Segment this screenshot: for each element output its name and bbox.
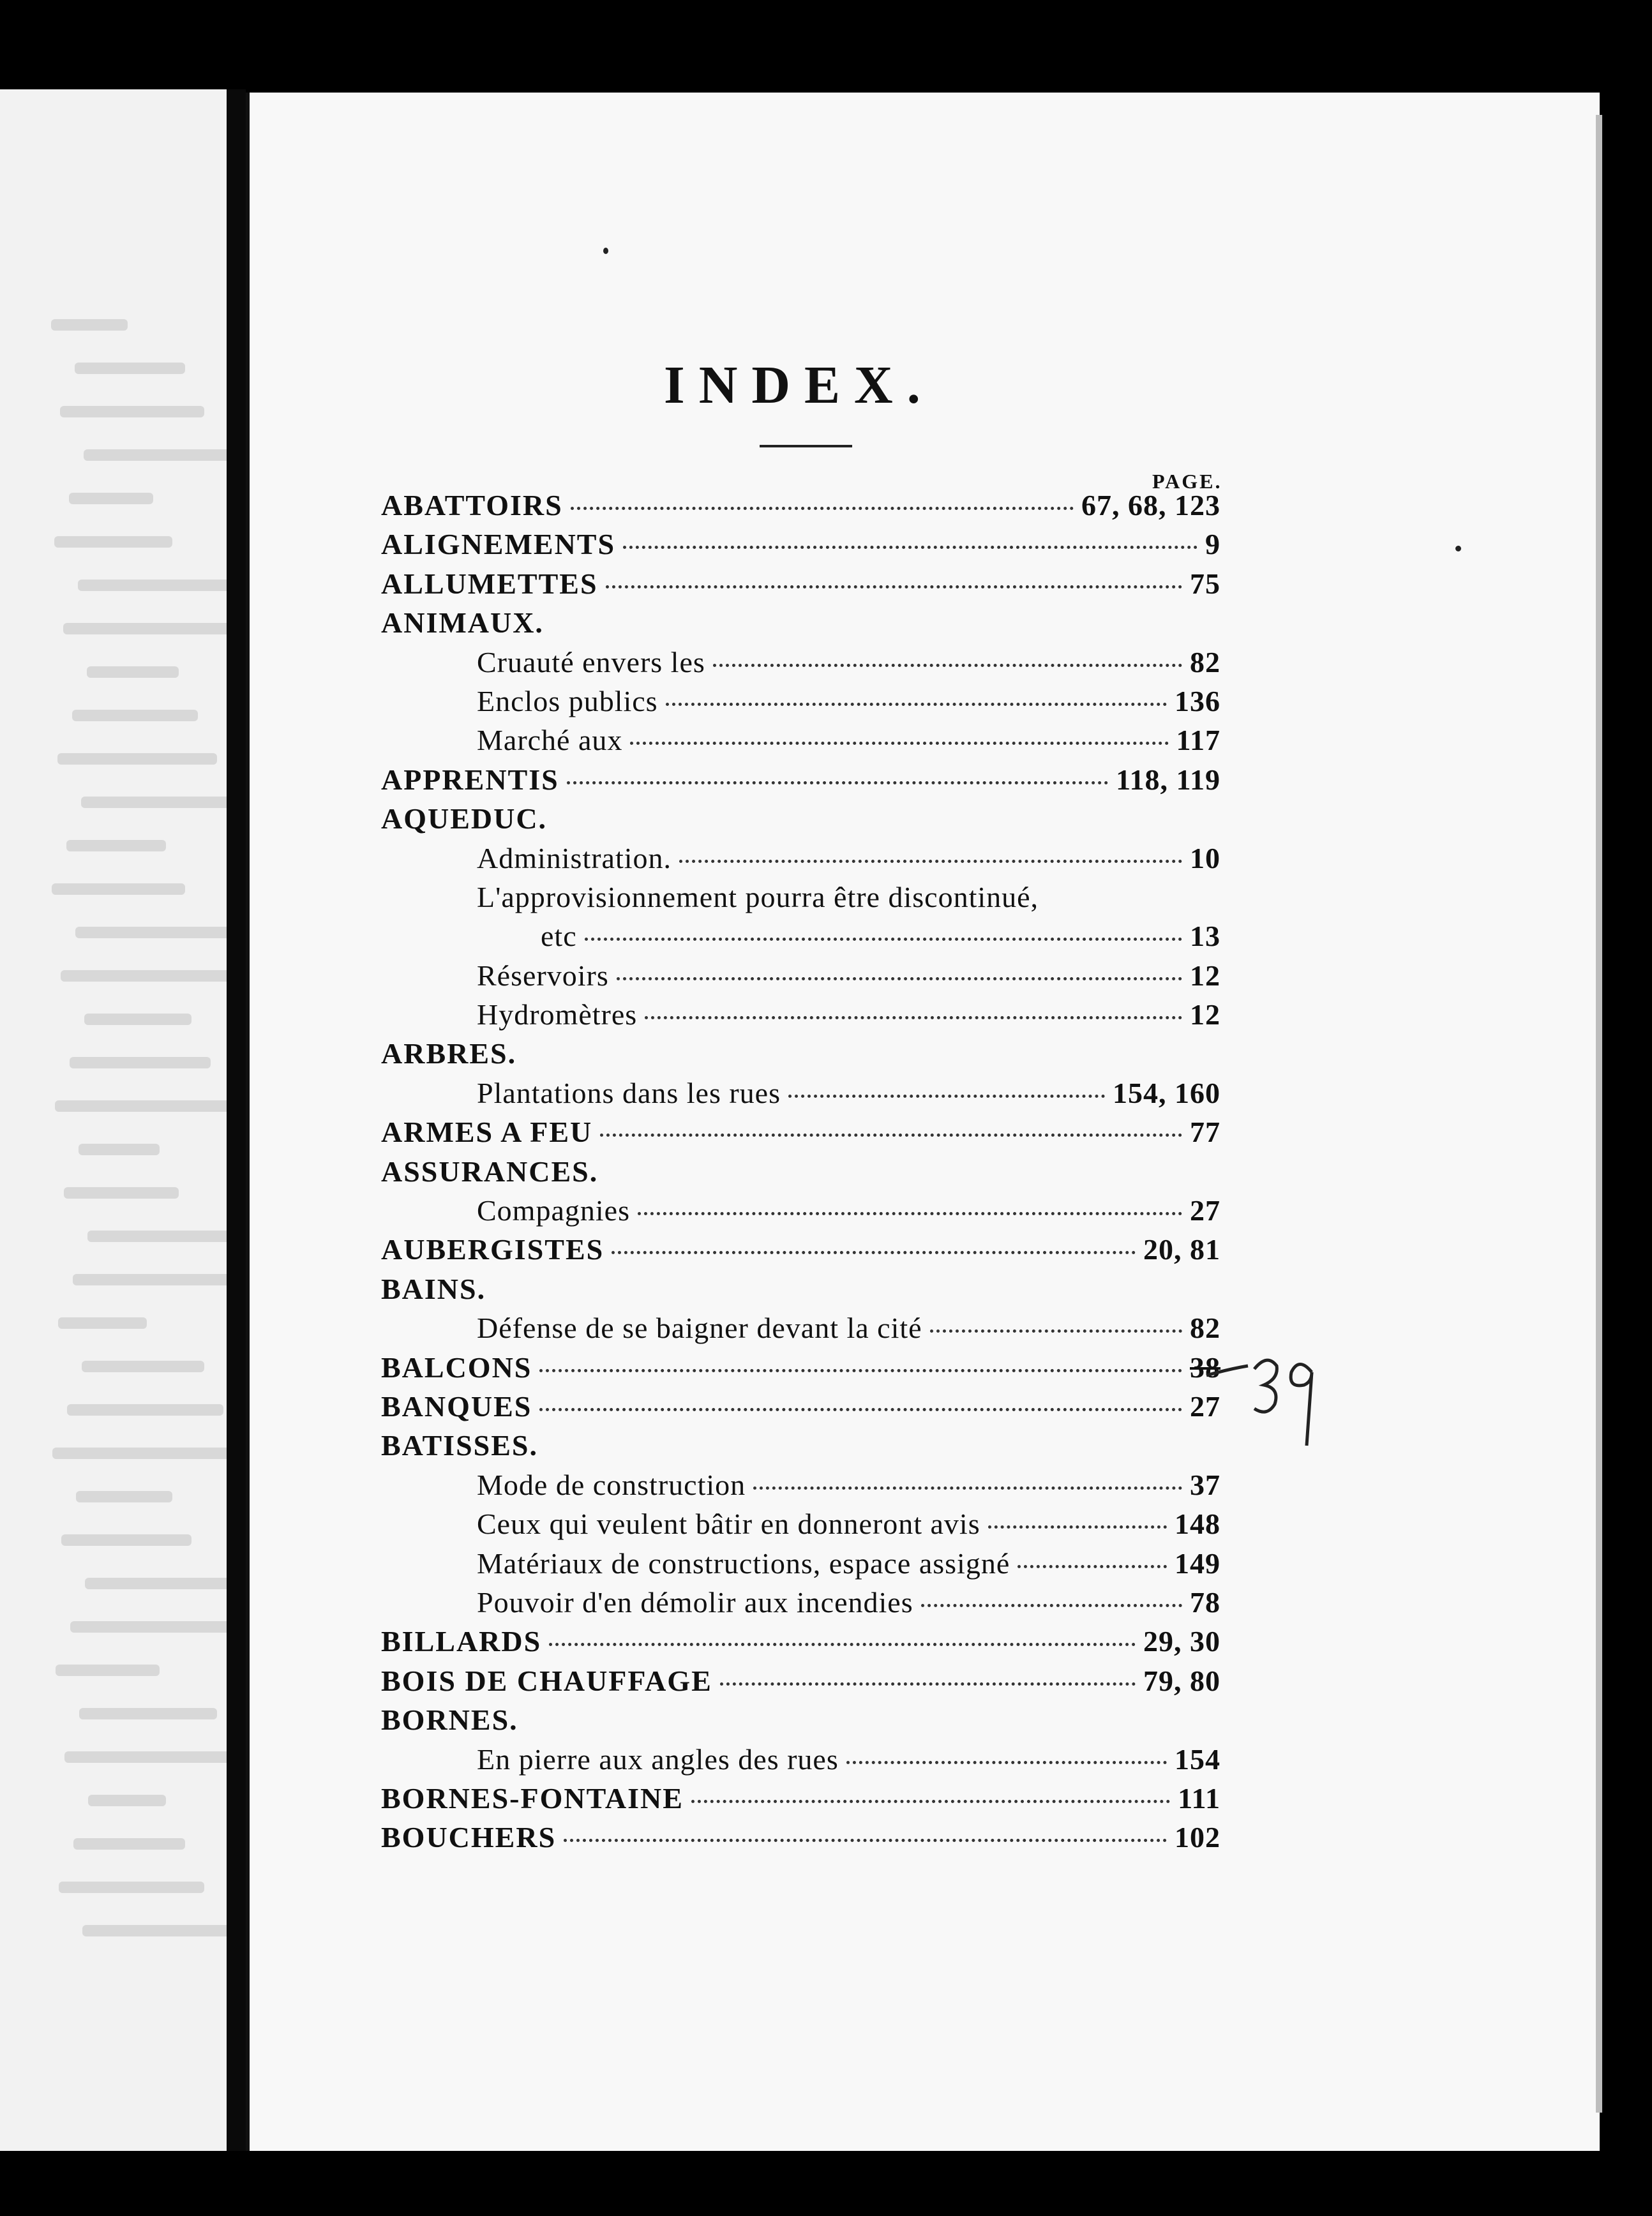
entry-label: BATISSES. bbox=[381, 1429, 539, 1462]
bleed-through-line bbox=[81, 797, 227, 808]
index-entry bbox=[381, 880, 1220, 919]
index-entry bbox=[381, 1351, 1220, 1389]
index-entry bbox=[381, 1389, 1220, 1428]
bleed-through-line bbox=[61, 1534, 191, 1546]
dot-leader bbox=[846, 1761, 1167, 1764]
index-entry bbox=[381, 841, 1220, 880]
entry-label: Administration. bbox=[477, 841, 672, 874]
bleed-through-line bbox=[52, 883, 185, 895]
entry-label: BORNES-FONTAINE bbox=[381, 1781, 684, 1815]
entry-label: ALLUMETTES bbox=[381, 567, 598, 600]
bleed-through-line bbox=[79, 1708, 217, 1719]
index-entry bbox=[381, 1194, 1220, 1232]
title-rule bbox=[760, 445, 852, 447]
entry-pages: 79, 80 bbox=[1143, 1664, 1220, 1697]
index-entry bbox=[381, 1155, 1220, 1194]
index-entry bbox=[381, 1037, 1220, 1075]
entry-label: Matériaux de constructions, espace assigné bbox=[477, 1546, 1010, 1580]
index-entry bbox=[381, 1115, 1220, 1154]
index-entry bbox=[381, 1585, 1220, 1624]
entry-label: Plantations dans les rues bbox=[477, 1076, 781, 1109]
entry-label: AQUEDUC. bbox=[381, 802, 548, 835]
dot-leader bbox=[645, 1016, 1182, 1019]
entry-pages: 136 bbox=[1175, 684, 1220, 717]
index-entry bbox=[381, 1546, 1220, 1585]
index-entry bbox=[381, 684, 1220, 723]
entry-pages: 148 bbox=[1175, 1508, 1220, 1541]
index-entry bbox=[381, 802, 1220, 841]
bleed-through-line bbox=[63, 623, 227, 634]
index-entry bbox=[381, 1781, 1220, 1820]
bleed-through-line bbox=[73, 1274, 227, 1285]
index-entry bbox=[381, 1664, 1220, 1703]
entry-pages-struck: 38 bbox=[1190, 1351, 1220, 1384]
entry-pages: 154 bbox=[1175, 1742, 1220, 1776]
dot-leader bbox=[788, 1095, 1105, 1098]
dot-leader bbox=[713, 664, 1182, 667]
entry-label: BOUCHERS bbox=[381, 1821, 557, 1854]
bleed-through-line bbox=[79, 1144, 160, 1155]
bleed-through-line bbox=[82, 1925, 227, 1936]
entry-pages: 154, 160 bbox=[1113, 1076, 1220, 1109]
index-entry bbox=[381, 645, 1220, 684]
entry-pages: 20, 81 bbox=[1143, 1233, 1220, 1266]
index-entry bbox=[381, 1468, 1220, 1507]
bleed-through-line bbox=[59, 1882, 204, 1893]
dot-leader bbox=[617, 977, 1182, 980]
dot-leader bbox=[753, 1486, 1182, 1490]
index-entry bbox=[381, 1232, 1220, 1271]
ink-speck bbox=[1455, 546, 1461, 551]
index-entry bbox=[381, 1507, 1220, 1546]
dot-leader bbox=[567, 781, 1108, 784]
entry-label: Hydromètres bbox=[477, 998, 638, 1031]
index-entry bbox=[381, 1076, 1220, 1115]
entry-label: ABATTOIRS bbox=[381, 489, 563, 521]
entry-label: AUBERGISTES bbox=[381, 1233, 604, 1266]
dot-leader bbox=[606, 585, 1182, 588]
index-entries bbox=[381, 488, 1220, 1860]
entry-label: BALCONS bbox=[381, 1351, 532, 1384]
entry-label: Mode de construction bbox=[477, 1468, 746, 1501]
bleed-through-line bbox=[76, 1491, 172, 1502]
index-entry bbox=[381, 527, 1220, 566]
dot-leader bbox=[539, 1369, 1182, 1372]
ink-speck bbox=[603, 248, 608, 254]
bleed-through-line bbox=[87, 666, 179, 678]
page-title: INDEX. bbox=[664, 356, 935, 415]
index-entry bbox=[381, 1703, 1220, 1742]
entry-label: ANIMAUX. bbox=[381, 606, 544, 640]
entry-label: BOIS DE CHAUFFAGE bbox=[381, 1664, 712, 1697]
index-entry bbox=[381, 1742, 1220, 1781]
index-entry bbox=[381, 1624, 1220, 1663]
index-entry bbox=[381, 1272, 1220, 1311]
entry-label: En pierre aux angles des rues bbox=[477, 1742, 839, 1776]
book-gutter bbox=[227, 89, 246, 2151]
index-entry bbox=[381, 567, 1220, 606]
bleed-through-line bbox=[54, 536, 172, 548]
bleed-through-line bbox=[82, 1361, 204, 1372]
bleed-through-line bbox=[51, 319, 128, 331]
entry-label: L'approvisionnement pourra être discontinué, bbox=[477, 880, 1039, 913]
bleed-through-line bbox=[75, 927, 227, 938]
dot-leader bbox=[549, 1643, 1136, 1646]
entry-pages: 82 bbox=[1190, 1312, 1220, 1345]
entry-label: Défense de se baigner devant la cité bbox=[477, 1312, 922, 1345]
entry-pages: 77 bbox=[1190, 1116, 1220, 1149]
entry-pages: 37 bbox=[1190, 1468, 1220, 1501]
bleed-through-line bbox=[84, 449, 227, 461]
entry-pages: 27 bbox=[1190, 1194, 1220, 1227]
dot-leader bbox=[679, 860, 1182, 863]
dot-leader bbox=[930, 1329, 1182, 1333]
entry-pages: 82 bbox=[1190, 645, 1220, 678]
bleed-through-line bbox=[87, 1231, 227, 1242]
index-entry bbox=[381, 763, 1220, 802]
entry-label: ASSURANCES. bbox=[381, 1155, 599, 1188]
bleed-through-line bbox=[84, 1014, 191, 1025]
dot-leader bbox=[1017, 1565, 1167, 1568]
bleed-through-line bbox=[52, 1448, 227, 1459]
index-entry bbox=[381, 1820, 1220, 1859]
entry-label: BORNES. bbox=[381, 1703, 518, 1737]
entry-pages: 29, 30 bbox=[1143, 1625, 1220, 1658]
entry-label: Ceux qui veulent bâtir en donneront avis bbox=[477, 1508, 980, 1541]
entry-pages: 12 bbox=[1190, 959, 1220, 992]
entry-pages: 117 bbox=[1176, 724, 1220, 757]
entry-label: Pouvoir d'en démolir aux incendies bbox=[477, 1585, 913, 1619]
entry-label: Enclos publics bbox=[477, 684, 658, 717]
handwritten-annotation bbox=[1203, 1350, 1315, 1452]
index-entry bbox=[381, 723, 1220, 762]
entry-pages: 12 bbox=[1190, 998, 1220, 1031]
entry-label: APPRENTIS bbox=[381, 763, 559, 796]
entry-pages: 102 bbox=[1175, 1821, 1220, 1854]
bleed-through-line bbox=[58, 1317, 147, 1329]
entry-label: etc bbox=[541, 920, 577, 953]
dot-leader bbox=[691, 1800, 1170, 1803]
bleed-through-line bbox=[56, 1665, 160, 1676]
entry-pages: 75 bbox=[1190, 567, 1220, 600]
dot-leader bbox=[585, 938, 1182, 941]
index-entry bbox=[381, 606, 1220, 645]
dot-leader bbox=[571, 507, 1074, 510]
entry-label: Réservoirs bbox=[477, 959, 609, 992]
entry-label: ARBRES. bbox=[381, 1037, 517, 1070]
bleed-through-line bbox=[75, 363, 185, 374]
entry-label: Cruauté envers les bbox=[477, 645, 705, 678]
dot-leader bbox=[921, 1604, 1182, 1607]
bleed-through-line bbox=[64, 1751, 227, 1763]
index-entry bbox=[381, 998, 1220, 1037]
index-entry bbox=[381, 1428, 1220, 1467]
dot-leader bbox=[539, 1408, 1182, 1411]
entry-pages: 9 bbox=[1205, 528, 1220, 561]
entry-pages: 149 bbox=[1175, 1546, 1220, 1580]
entry-label: ARMES A FEU bbox=[381, 1116, 593, 1149]
bleed-through-line bbox=[60, 406, 204, 417]
dot-leader bbox=[666, 703, 1167, 706]
bleed-through-line bbox=[69, 493, 153, 504]
entry-label: BILLARDS bbox=[381, 1625, 542, 1658]
dot-leader bbox=[720, 1682, 1136, 1686]
entry-pages: 10 bbox=[1190, 841, 1220, 874]
entry-pages: 118, 119 bbox=[1116, 763, 1220, 796]
entry-pages: 67, 68, 123 bbox=[1081, 489, 1220, 521]
bleed-through-line bbox=[61, 970, 227, 982]
entry-pages: 78 bbox=[1190, 1585, 1220, 1619]
index-entry bbox=[381, 919, 1220, 958]
entry-label: Marché aux bbox=[477, 724, 623, 757]
entry-label: BAINS. bbox=[381, 1272, 486, 1305]
bleed-through-line bbox=[57, 753, 217, 765]
dot-leader bbox=[623, 546, 1198, 549]
bleed-through-line bbox=[85, 1578, 227, 1589]
dot-leader bbox=[988, 1525, 1167, 1529]
previous-page bbox=[0, 89, 227, 2151]
entry-label: ALIGNEMENTS bbox=[381, 528, 616, 561]
entry-pages: 13 bbox=[1190, 920, 1220, 953]
bleed-through-line bbox=[70, 1621, 227, 1633]
bleed-through-line bbox=[73, 1838, 185, 1850]
dot-leader bbox=[630, 742, 1168, 745]
entry-pages: 27 bbox=[1190, 1389, 1220, 1423]
bleed-through-line bbox=[55, 1100, 227, 1112]
dot-leader bbox=[612, 1251, 1136, 1254]
bleed-through-line bbox=[78, 580, 227, 591]
entry-label: BANQUES bbox=[381, 1389, 532, 1423]
dot-leader bbox=[600, 1134, 1182, 1137]
bleed-through-line bbox=[67, 1404, 223, 1416]
bleed-through-line bbox=[64, 1187, 179, 1199]
bleed-through-line bbox=[72, 710, 198, 721]
dot-leader bbox=[638, 1212, 1182, 1215]
index-entry bbox=[381, 1311, 1220, 1350]
entry-label: Compagnies bbox=[477, 1194, 630, 1227]
page-column-label: PAGE. bbox=[1152, 470, 1222, 493]
dot-leader bbox=[564, 1839, 1167, 1842]
entry-pages: 111 bbox=[1178, 1781, 1220, 1815]
page-edge bbox=[1596, 115, 1602, 2113]
bleed-through-line bbox=[88, 1795, 166, 1806]
index-entry bbox=[381, 959, 1220, 998]
index-entry bbox=[381, 488, 1220, 527]
bleed-through-line bbox=[66, 840, 166, 851]
bleed-through-line bbox=[70, 1057, 211, 1068]
